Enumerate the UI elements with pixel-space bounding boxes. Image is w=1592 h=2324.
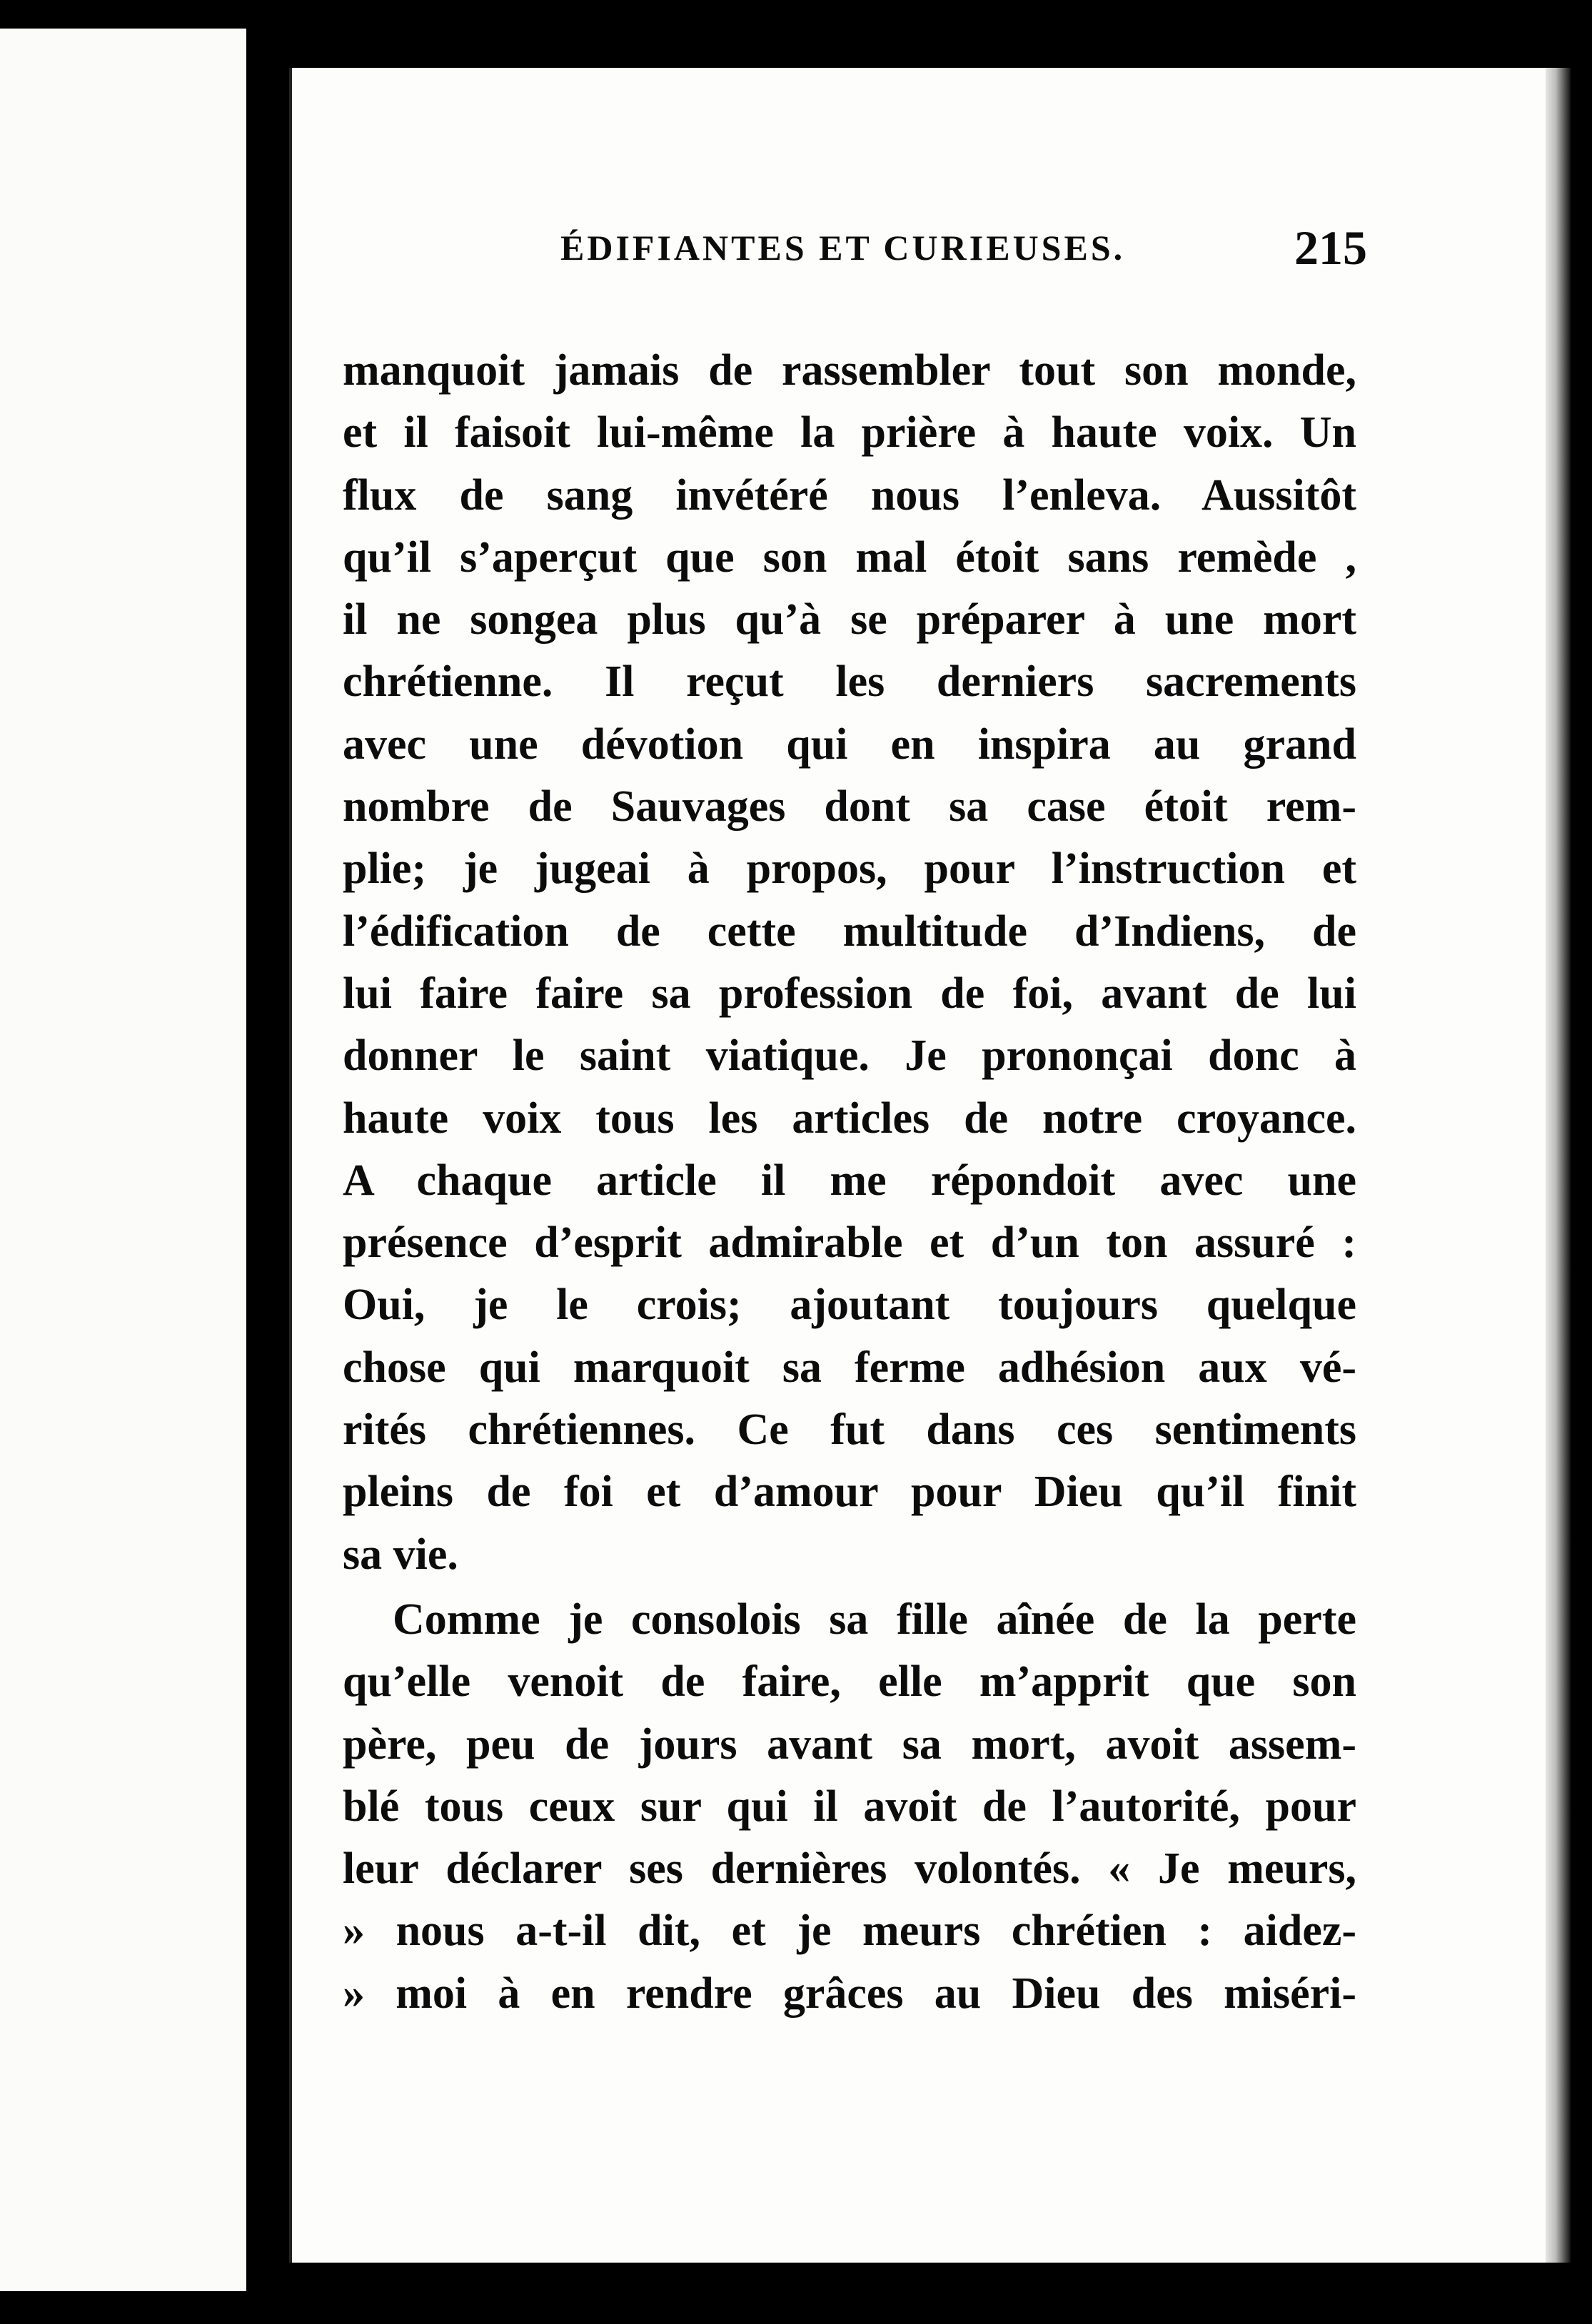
text-line: haute voix tous les articles de notre croyance. <box>343 1093 1356 1143</box>
page-number: 215 <box>1294 221 1367 275</box>
text-line: » moi à en rendre grâces au Dieu des miséri- <box>343 1969 1356 2018</box>
text-line: » nous a-t-il dit, et je meurs chrétien : aidez- <box>343 1906 1356 1956</box>
text-line: pleins de foi et d’amour pour Dieu qu’il finit <box>343 1467 1356 1517</box>
left-page-fragment <box>0 29 246 2291</box>
text-line: rités chrétiennes. Ce fut dans ces sentiments <box>343 1405 1356 1455</box>
body-text <box>343 340 1356 2025</box>
paragraph-1 <box>343 340 1356 1586</box>
text-line: leur déclarer ses dernières volontés. « Je meurs, <box>343 1844 1356 1894</box>
text-line: manquoit jamais de rassembler tout son monde, <box>343 346 1356 395</box>
running-title: ÉDIFIANTES ET CURIEUSES. <box>560 228 1126 268</box>
paragraph-2 <box>343 1589 1356 2025</box>
text-line: donner le saint viatique. Je prononçai donc à <box>343 1031 1356 1081</box>
text-line: qu’il s’aperçut que son mal étoit sans remède , <box>343 532 1356 582</box>
text-line: père, peu de jours avant sa mort, avoit assem- <box>343 1719 1356 1769</box>
running-head <box>282 220 1367 277</box>
text-line: avec une dévotion qui en inspira au grand <box>343 719 1356 769</box>
book-gutter <box>246 0 289 2324</box>
text-line: et il faisoit lui-même la prière à haute voix. Un <box>343 408 1356 458</box>
text-line: Comme je consolois sa fille aînée de la perte <box>393 1595 1356 1644</box>
text-line: plie; je jugeai à propos, pour l’instruction et <box>343 844 1356 894</box>
text-line: sa vie. <box>343 1530 458 1579</box>
text-line: il ne songea plus qu’à se préparer à une mort <box>343 595 1356 645</box>
text-line: l’édification de cette multitude d’Indiens, de <box>343 906 1356 956</box>
text-line: chose qui marquoit sa ferme adhésion aux vé- <box>343 1343 1356 1392</box>
text-line: blé tous ceux sur qui il avoit de l’autorité, pour <box>343 1782 1356 1831</box>
text-line: chrétienne. Il reçut les derniers sacrements <box>343 657 1356 707</box>
text-line: qu’elle venoit de faire, elle m’apprit que son <box>343 1657 1356 1707</box>
text-line: flux de sang invétéré nous l’enleva. Aussitôt <box>343 470 1356 520</box>
text-line: présence d’esprit admirable et d’un ton assuré : <box>343 1218 1356 1268</box>
text-line: lui faire faire sa profession de foi, avant de lui <box>343 969 1356 1018</box>
text-line: A chaque article il me répondoit avec une <box>343 1156 1356 1205</box>
page-edge <box>1546 68 1571 2263</box>
text-line: Oui, je le crois; ajoutant toujours quelque <box>343 1280 1356 1330</box>
text-line: nombre de Sauvages dont sa case étoit rem- <box>343 782 1356 832</box>
